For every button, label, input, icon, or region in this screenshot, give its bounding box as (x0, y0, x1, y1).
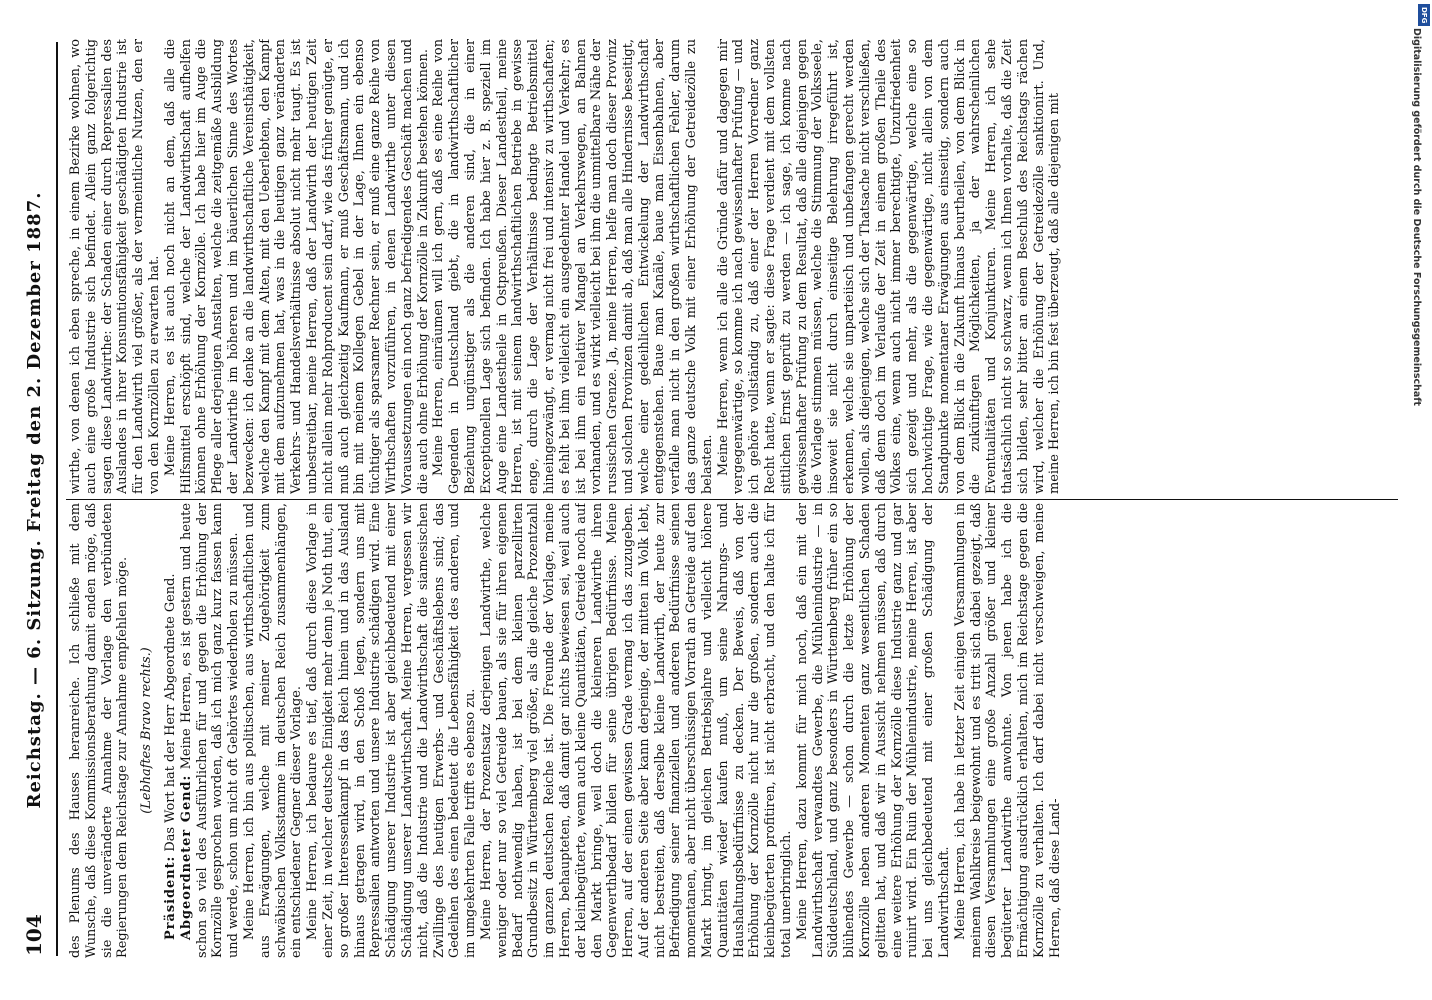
body-paragraph: Meine Herren, dazu kommt für mich noch, daß ein mit der Landwirthschaft verwandtes Gewerbe, die Mühlenindustrie — in Süddeutschland, und ganz besonders in Württemberg früher ein so blühendes Gewerbe — schon durch die letzte Erhöhung der Kornzölle neben anderen Momenten ganz wesentlichen Schaden gelitten hat, und daß wir in Aussicht nehmen müssen, daß durch eine weitere Erhöhung der Kornzölle diese Industrie ganz und gar ruinirt wird. Ein Ruin der Mühlenindustrie, meine Herren, ist aber bei uns gleichbedeutend mit einer großen Schädigung der Landwirthschaft. (794, 503, 953, 958)
speaker-name: Abgeordneter Gend: (178, 774, 194, 940)
credit-text: Digitalisierung gefördert durch die Deutsche Forschungsgemeinschaft (1411, 28, 1422, 406)
speech-paragraph (179, 503, 242, 958)
right-column (68, 39, 1398, 494)
body-paragraph: des Plenums des Hauses heranreiche. Ich schließe mit dem Wunsche, daß diese Kommissionsberathung damit enden möge, daß sie die unveränderte Annahme der Vorlage den verbündeten Regierungen dem Reichstage zur Annahme empfehlen möge. (68, 503, 131, 958)
page-number: 104 (22, 914, 46, 956)
column-divider (66, 499, 1398, 500)
speech-paragraph (163, 503, 179, 958)
header-rule (56, 42, 58, 956)
digitization-credit (1402, 0, 1432, 1000)
body-paragraph: Meine Herren, es ist auch noch nicht an dem, daß alle die Hilfsmittel erschöpft sind, welche der Landwirthschaft aufhelfen können ohne Erhöhung der Kornzölle. Ich habe hier im Auge die Pflege aller derjenigen Anstalten, welche die zeitgemäße Ausbildung der Landwirthe im höheren und im bäuerlichen Sinne des Wortes bezwecken: ich denke an die landwirthschaftliche Vereinsthätigkeit, welche den Kampf mit dem Alten, mit den Ueberlebten, den Kampf mit dem aufzunehmen hat, was in die heutigen ganz veränderten Verkehrs- und Handelsverhältnisse absolut nicht mehr taugt. Es ist unbestreitbar, meine Herren, daß der Landwirth der heutigen Zeit nicht allein mehr Rohproducent sein darf, wie das früher genügte, er muß auch gleichzeitig Kaufmann, er muß Geschäftsmann, und ich bin mit meinem Kollegen Gebel in der Lage, Ihnen ein ebenso tüchtiger als sparsamer Rechner sein, er muß eine ganze Reihe von Wirthschaften vorzuführen, in denen Landwirthe unter diesen Voraussetzungen ein noch ganz befriedigendes Geschäft machen und die auch ohne Erhöhung der Kornzölle in Zukunft bestehen können. (162, 39, 431, 494)
running-head (16, 30, 56, 970)
rotated-page (16, 30, 1408, 970)
body-paragraph: Meine Herren, der Prozentsatz derjenigen Landwirthe, welche weniger oder nur so viel Getreide bauen, als sie für ihren eigenen Bedarf nothwendig haben, ist bei dem kleinen parzellirten Grundbesitz in Württemberg viel größer, als die gleiche Prozentzahl im ganzen deutschen Reiche ist. Die Freunde der Vorlage, meine Herren, behaupteten, daß damit gar nichts bewiesen sei, weil auch der kleinbegüterte, wenn auch kleine Quantitäten, Getreide noch auf den Markt bringe, weil doch die kleineren Landwirthe ihren Gegenwerthbedarf bilden für seine übrigen Bedürfnisse. Meine Herren, auf der einen gewissen Grade vermag ich das zuzugeben. Auf der anderen Seite aber kann derjenige, der mitten im Volk lebt, nicht bestreiten, daß derselbe kleine Landwirth, der heute zur Befriedigung seiner finanziellen und anderen Bedürfnisse seinen momentanen, aber nicht überschüssigen Vorrath an Getreide auf den Markt bringt, im gleichen Betriebsjahre und vielleicht höhere Quantitäten wieder kaufen muß, um seine Nahrungs- und Haushaltungsbedürfnisse zu decken. Der Beweis, daß von der Erhöhung der Kornzölle nicht nur die großen, sondern auch die kleinbegüterten profitiren, ist nicht erbracht, und den halte ich für total unerbringlich. (478, 503, 795, 958)
body-paragraph: wirthe, von denen ich eben spreche, in einem Bezirke wohnen, wo auch eine große Industrie sich befindet. Allein ganz folgerichtig sagen diese Landwirthe: der Schaden einer durch Repressalien des Auslandes in ihrer Konsumtionsfähigkeit geschädigten Industrie ist für den Landwirth viel größer, als der vermeintliche Nutzen, den er von den Kornzöllen zu erwarten hat. (68, 39, 162, 494)
body-paragraph: Meine Herren, einräumen will ich gern, daß es eine Reihe von Gegenden in Deutschland giebt, die in landwirthschaftlicher Beziehung ungünstiger als die anderen sind, die in einer Exceptionellen Lage sich befinden. Ich habe hier z. B. speziell im Auge eine Landestheile in Ostpreußen. Dieser Landestheil, meine Herren, ist mit seinem landwirthschaftlichen Betriebe in gewisse enge, durch die Lage der Verhältnisse bedingte Betriebsmittel hineingezwängt, er vermag nicht frei und intensiv zu wirthschaften; es fehlt bei ihm vielleicht ein ausgedehnter Handel und Verkehr; es ist bei ihm ein relativer Mangel an Verkehrswegen, an Bahnen vorhanden, und es wirkt vielleicht bei ihm die unmittelbare Nähe der russischen Grenze. Ja, meine Herren, helfe man doch dieser Provinz und solchen Provinzen damit ab, daß man alle Hindernisse beseitigt, welche einer gedeihlichen Entwickelung der Landwirthschaft entgegenstehen. Baue man Kanäle, baue man Eisenbahnen, aber verfalle man nicht in den großen wirthschaftlichen Fehler, darum das ganze deutsche Volk mit einer Erhöhung der Getreidezölle zu belasten. (431, 39, 715, 494)
dfg-logo: DFG (1418, 4, 1430, 26)
header-title: Reichstag. — 6. Sitzung. Freitag den 2. Dezember 1887. (24, 191, 45, 809)
body-paragraph: Meine Herren, ich bin aus politischen, aus wirthschaftlichen und aus Erwägungen, welche mit meiner Zugehörigkeit zum schwäbischen Volksstamme im deutschen Reich zusammenhängen, ein entschiedener Gegner dieser Vorlage. (241, 503, 305, 958)
speech-text: Das Wort hat der Herr Abgeordnete Gend. (162, 573, 178, 852)
body-paragraph: Meine Herren, ich habe in letzter Zeit einigen Versammlungen in meinem Wahlkreise beigewohnt und es tritt sich dabei gezeigt, daß diesen Versammlungen eine große Anzahl größer und kleiner begüterter Landwirthe anwohnte. Von jenen habe ich die Ermächtigung ausdrücklich erhalten, mich im Reichstage gegen die Kornzölle zu verhalten. Ich darf dabei nicht verschweigen, meine Herren, daß diese Land- (952, 503, 1063, 958)
speaker-name: Präsident: (162, 855, 178, 940)
body-paragraph: Meine Herren, wenn ich alle die Gründe dafür und dagegen mir vergegenwärtige, so komme ich nach gewissenhafter Prüfung — und ich gehöre vollständig zu, daß einer der Herren Vorredner ganz Recht hatte, wenn er sagte: diese Frage verdient mit dem vollsten sittlichen Ernst geprüft zu werden — ich sage, ich komme nach gewissenhafter Prüfung zu dem Resultat, daß alle diejenigen gegen die Vorlage stimmen müssen, welche die Stimmung der Volksseele, insoweit sie nicht durch einseitige Belehrung irregeführt ist, erkennen, welche sie unparteiisch und unbefangen gerecht werden wollen, als diejenigen, welche sich der Thatsache nicht verschließen, daß denn doch im Verlaufe der Zeit in einem großen Theile des Volkes eine, wenn auch nicht immer berechtigte, Unzufriedenheit sich gezeigt und mehr, als die gegenwärtige, welche eine so hochwichtige Frage, wie die gegenwärtige, nicht allein von dem Standpunkte momentaner Erwägungen aus einseitig, sondern auch von dem Blick in die Zukunft hinaus beurtheilen, von dem Blick in die zukünftigen Möglichkeiten, ja der wahrscheinlichen Eventualitäten und Konjunkturen. Meine Herren, ich sehe thatsächlich nicht so schwarz, wenn ich Ihnen vorhalte, daß die Zeit sich bilden, sehr bitter an einem Beschluß des Reichstags rächen wird, welcher die Erhöhung der Getreidezölle sanktionirt. Und, meine Herren, ich bin fest überzeugt, daß alle diejenigen mit (715, 39, 1063, 494)
speech-text: Meine Herren, es ist gestern und heute schon so viel des Ausführlichen für und gegen die Erhöhung der Kornzölle gesprochen worden, daß ich mich ganz kurz fassen kann und werde, schon um nicht oft Gehörtes wiederholen zu müssen. (178, 503, 242, 958)
stage-direction: (Lebhaftes Bravo rechts.) (139, 647, 155, 814)
body-paragraph: Meine Herren, ich bedaure es tief, daß durch diese Vorlage in einer Zeit, in welcher deutsche Einigkeit mehr denn je Noth thut, ein so großer Interessenkampf in das Reich hinein und in das Ausland hinaus getragen wird, in den Schoß legen, sondern uns mit Repressalien antworten und unsere Industrie schädigen wird. Eine Schädigung unserer Industrie ist aber gleichbedeutend mit einer Schädigung unserer Landwirthschaft. Meine Herren, vergessen wir nicht, daß die Industrie und die Landwirthschaft die siamesischen Zwillinge des heutigen Erwerbs- und Geschäftslebens sind; das Gedeihen des einen bedeutet die Lebensfähigkeit des anderen, und im umgekehrten Falle trifft es ebenso zu. (305, 503, 479, 958)
left-column (68, 503, 1398, 958)
